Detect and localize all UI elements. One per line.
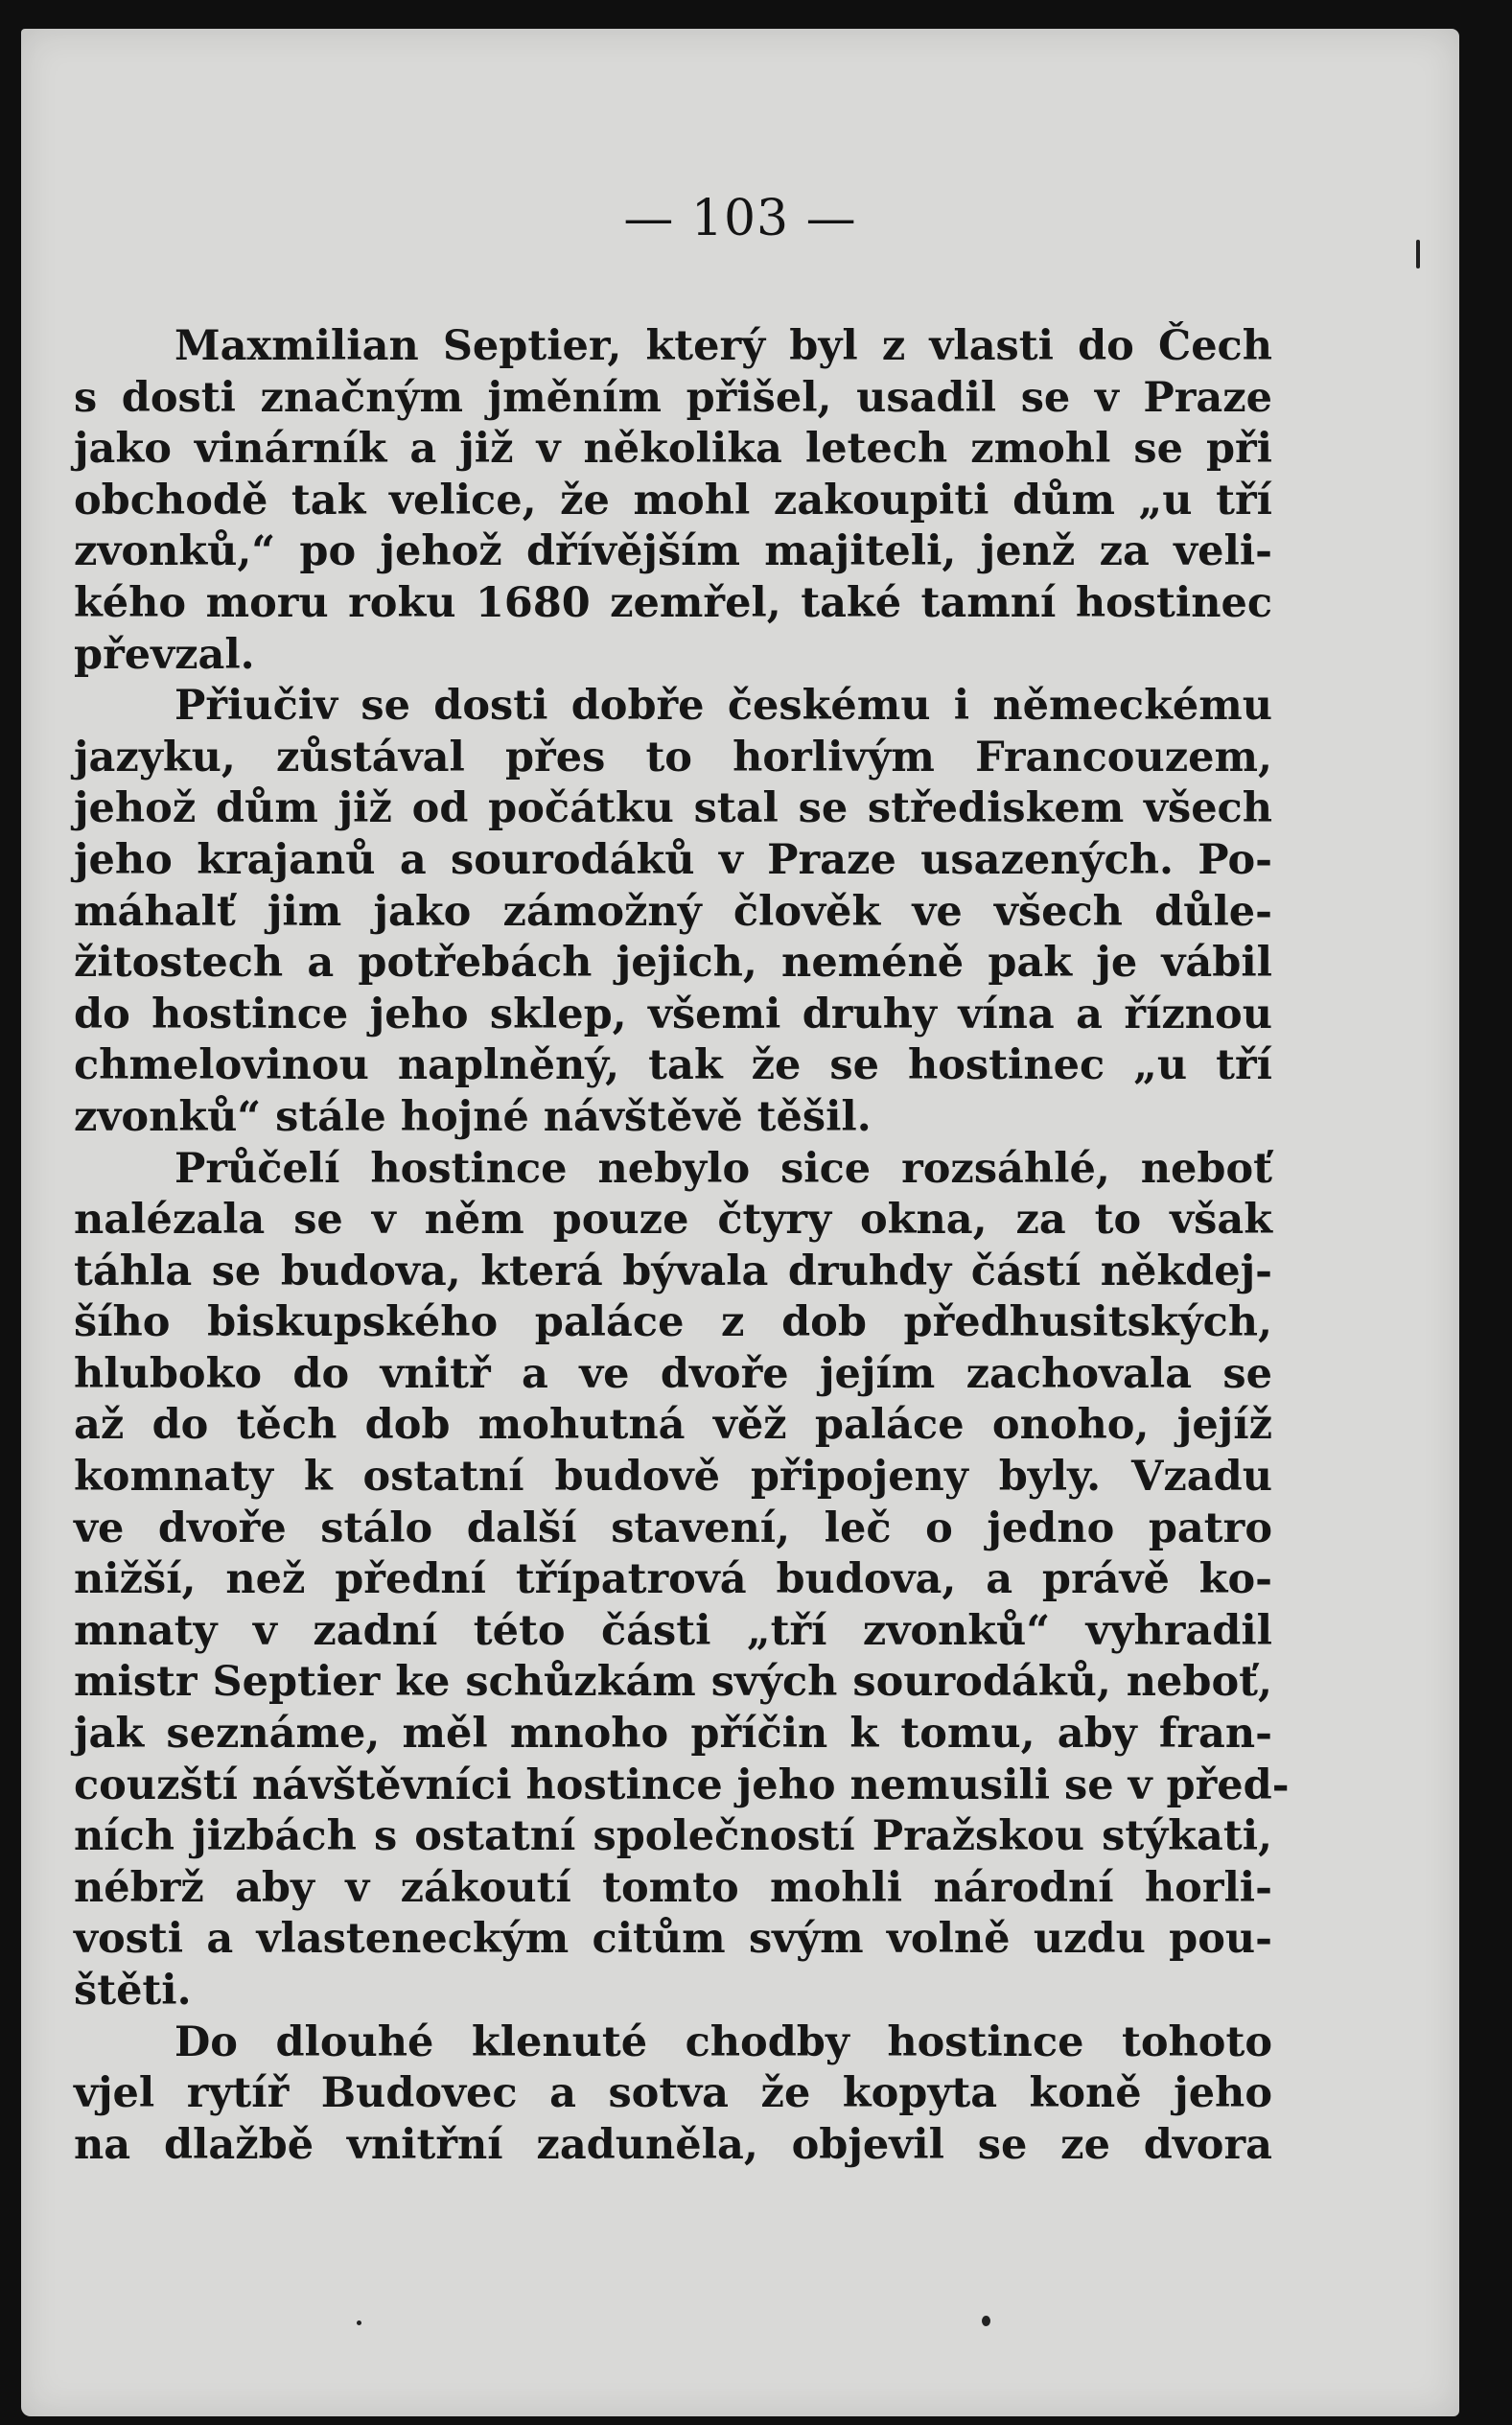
text-line: šího biskupského paláce z dob předhusitských,	[74, 1298, 1272, 1347]
scan-speck	[1416, 240, 1420, 268]
text-line: jazyku, zůstával přes to horlivým Francouzem,	[74, 733, 1272, 781]
text-line: jehož dům již od počátku stal se střediskem všech	[74, 784, 1272, 833]
page-number: — 103 —	[623, 190, 857, 247]
text-line: táhla se budova, která bývala druhdy částí někdej-	[74, 1247, 1272, 1295]
text-line: převzal.	[74, 630, 255, 679]
body-text	[74, 321, 1290, 2171]
text-line: Průčelí hostince nebylo sice rozsáhlé, neboť	[174, 1144, 1272, 1193]
text-line: až do těch dob mohutná věž paláce onoho, jejíž	[74, 1401, 1272, 1450]
text-line: nébrž aby v zákoutí tomto mohli národní horli-	[74, 1863, 1272, 1912]
text-line: Do dlouhé klenuté chodby hostince tohoto	[174, 2017, 1272, 2066]
text-line: na dlažbě vnitřní zaduněla, objevil se ze dvora	[74, 2120, 1272, 2169]
scan-speck	[982, 2316, 990, 2326]
text-line: chmelovinou naplněný, tak že se hostinec „u tří	[74, 1041, 1272, 1090]
text-line: ních jizbách s ostatní společností Pražskou stýkati,	[74, 1812, 1272, 1861]
text-line: zvonků“ stále hojné návštěvě těšil.	[74, 1092, 872, 1141]
text-line: hluboko do vnitř a ve dvoře jejím zachovala se	[74, 1349, 1272, 1398]
text-line: couzští návštěvníci hostince jeho nemusili se v před-	[74, 1760, 1290, 1809]
text-line: komnaty k ostatní budově připojeny byly. Vzadu	[74, 1453, 1272, 1502]
text-line: Maxmilian Septier, který byl z vlasti do Čech	[174, 322, 1272, 370]
text-line: máhalť jim jako zámožný člověk ve všech důle-	[74, 887, 1272, 936]
text-line: žitostech a potřebách jejich, neméně pak je vábil	[74, 939, 1272, 988]
scan-speck	[357, 2320, 361, 2325]
text-line: štěti.	[74, 1967, 192, 2015]
text-line: mistr Septier ke schůzkám svých sourodáků, neboť,	[74, 1658, 1272, 1707]
text-line: nalézala se v něm pouze čtyry okna, za to však	[74, 1196, 1272, 1245]
text-line: ve dvoře stálo další stavení, leč o jedno patro	[74, 1504, 1272, 1552]
text-line: mnaty v zadní této části „tří zvonků“ vyhradil	[74, 1606, 1272, 1655]
book-page	[21, 29, 1459, 2416]
text-line: s dosti značným jměním přišel, usadil se v Praze	[74, 373, 1272, 422]
text-line: jak seznáme, měl mnoho příčin k tomu, aby fran-	[74, 1710, 1272, 1759]
text-line: obchodě tak velice, že mohl zakoupiti dům „u tří	[74, 476, 1272, 525]
text-line: vosti a vlasteneckým citům svým volně uzdu pou-	[74, 1915, 1272, 1964]
text-line: jako vinárník a již v několika letech zmohl se při	[74, 425, 1272, 474]
text-line: jeho krajanů a sourodáků v Praze usazených. Po-	[74, 835, 1272, 884]
text-line: vjel rytíř Budovec a sotva že kopyta koně jeho	[74, 2069, 1272, 2118]
text-line: Přiučiv se dosti dobře českému i německému	[174, 682, 1272, 731]
text-line: zvonků,“ po jehož dřívějším majiteli, jenž za veli-	[74, 527, 1272, 576]
text-line: nižší, než přední třípatrová budova, a právě ko-	[74, 1555, 1272, 1604]
text-line: do hostince jeho sklep, všemi druhy vína a říznou	[74, 990, 1272, 1038]
text-line: kého moru roku 1680 zemřel, také tamní hostinec	[74, 578, 1272, 627]
